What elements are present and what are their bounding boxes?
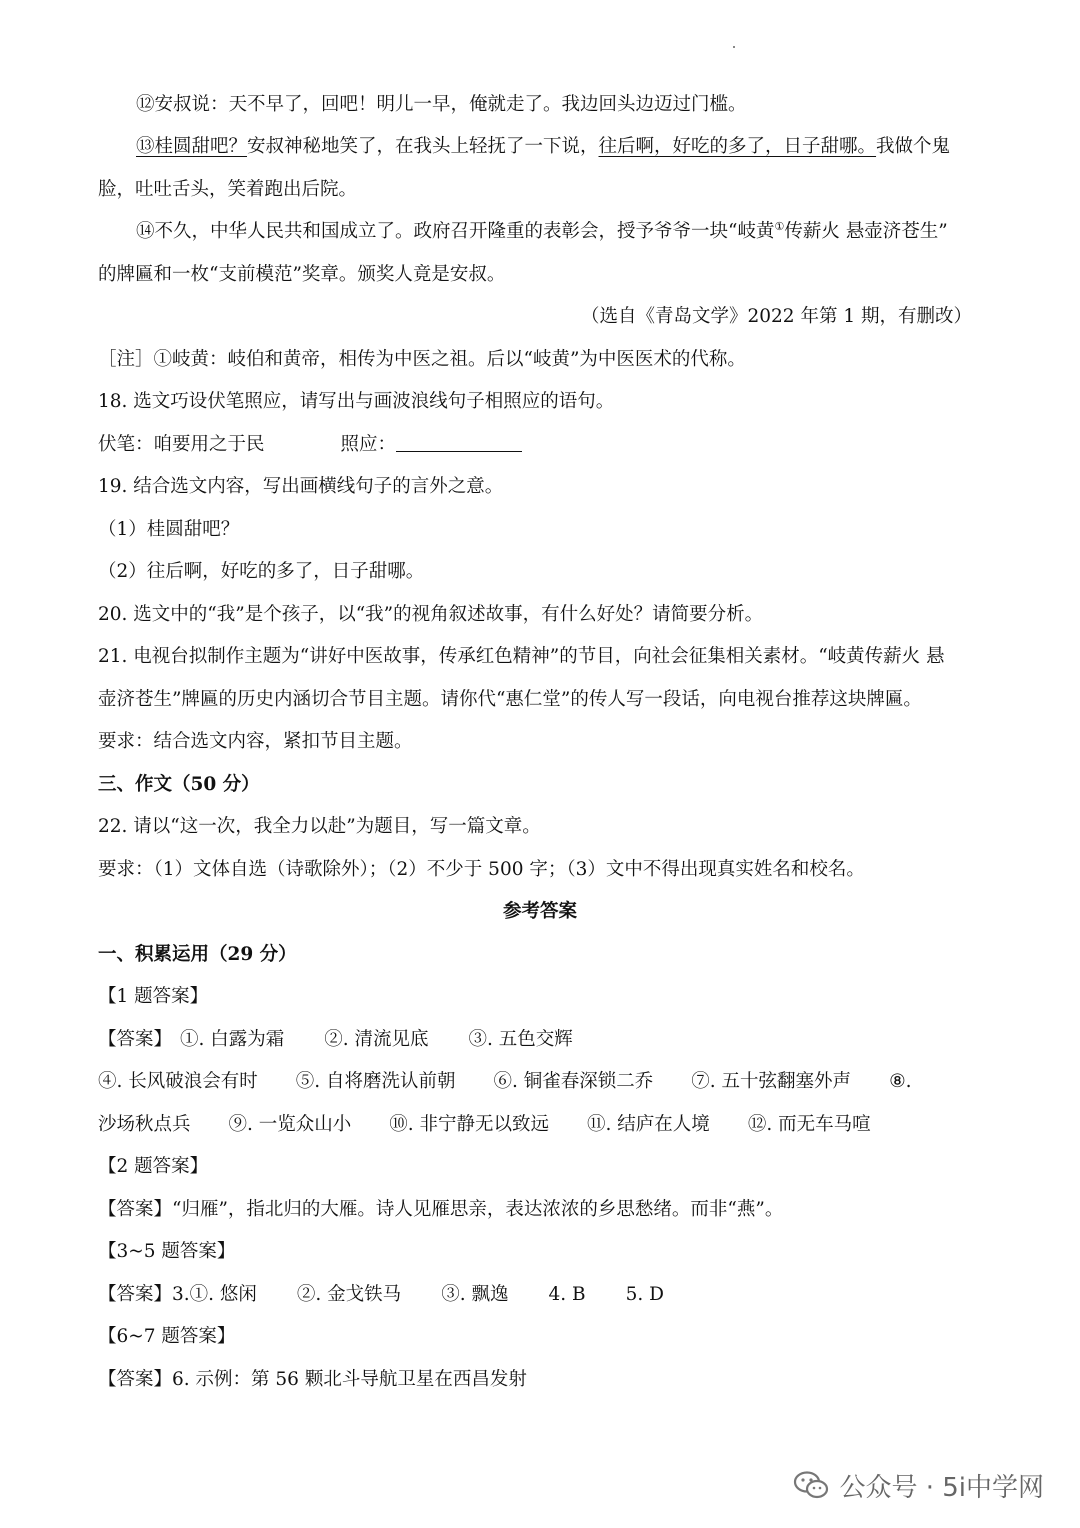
question-18-answer-line [98,432,522,458]
answer-item: ①. 白露为霜 [180,1029,285,1050]
answer-item: ⑩. 非宁静无以致远 [389,1114,550,1135]
question-19-2: （2）往后啊，好吃的多了，日子甜哪。 [98,561,425,582]
answer-label: 【答案】 [98,1029,173,1050]
echo-label: 照应： [340,434,397,455]
answer-1-heading: 【1 题答案】 [98,986,209,1007]
answer-3-5 [98,1282,664,1308]
question-22-requirement: 要求：（1）文体自选（诗歌除外）；（2）不少于 500 字；（3）文中不得出现真实姓名和校名。 [98,859,865,880]
answer-blank [396,433,522,452]
underlined-sentence-1: ⑬桂圆甜吧？ [136,136,248,157]
paragraph-14-line1 [136,219,948,245]
question-20: 20. 选文中的“我”是个孩子，以“我”的视角叙述故事，有什么好处？请简要分析。 [98,604,764,625]
watermark [793,1468,1044,1502]
answer-item: ②. 金戈铁马 [296,1284,402,1305]
watermark-text: 公众号 · 5i中学网 [839,1472,1044,1503]
answer-item: 沙场秋点兵 [98,1114,191,1135]
source-citation: （选自《青岛文学》2022 年第 1 期，有删改） [581,306,972,327]
answer-item: ⑧. [889,1071,912,1092]
answer-item: ⑤. 自将磨洗认前朝 [295,1071,456,1092]
answer-1-row3 [98,1112,871,1138]
answer-6-7-heading: 【6~7 题答案】 [98,1326,236,1347]
question-22: 22. 请以“这一次，我全力以赴”为题目，写一篇文章。 [98,816,541,837]
paragraph-13-text: 安叔神秘地笑了，在我头上轻抚了一下说， [247,136,599,157]
underlined-sentence-2: 往后啊，好吃的多了，日子甜哪。 [598,136,877,157]
paragraph-12: ⑫安叔说：天不早了，回吧！明儿一早，俺就走了。我边回头边迈过门槛。 [136,94,747,115]
answer-item: ⑥. 铜雀春深锁二乔 [493,1071,654,1092]
answer-1-row1 [98,1027,573,1053]
paragraph-13-line2: 脸，吐吐舌头，笑着跑出后院。 [98,179,358,200]
answer-item: ③. 飘逸 [441,1284,509,1305]
answer-item: ③. 五色交辉 [468,1029,573,1050]
paragraph-13-tail: 我做个鬼 [876,136,951,157]
wechat-icon [793,1470,829,1500]
paragraph-14-text-2: 传薪火 悬壶济苍生” [784,221,948,242]
question-19-1: （1）桂圆甜吧？ [98,519,240,540]
answer-item: 【答案】3.①. 悠闲 [98,1284,257,1305]
answer-1-row2 [98,1069,912,1095]
answer-3-5-heading: 【3~5 题答案】 [98,1241,236,1262]
question-21-line1: 21. 电视台拟制作主题为“讲好中医故事，传承红色精神”的节目，向社会征集相关素材。“岐黄传薪火 悬 [98,646,945,667]
answer-item: 5. D [625,1284,664,1305]
answer-6: 【答案】6. 示例：第 56 颗北斗导航卫星在西昌发射 [98,1369,527,1390]
footnote: ［注］①岐黄：岐伯和黄帝，相传为中医之祖。后以“岐黄”为中医医术的代称。 [98,349,746,370]
section-1-heading: 一、积累运用（29 分） [98,944,297,965]
answer-item: 4. B [548,1284,586,1305]
section-3-heading: 三、作文（50 分） [98,774,260,795]
answer-item: ⑨. 一览众山小 [228,1114,352,1135]
question-19: 19. 结合选文内容，写出画横线句子的言外之意。 [98,476,504,497]
scan-dot [733,46,735,48]
answer-item: ②. 清流见底 [324,1029,429,1050]
paragraph-13-line1 [136,134,950,160]
footnote-mark: ① [774,219,785,233]
answer-item: ④. 长风破浪会有时 [98,1071,258,1092]
answers-title: 参考答案 [502,901,577,922]
answer-item: ⑪. 结庐在人境 [587,1114,710,1135]
question-21-requirement: 要求：结合选文内容，紧扣节目主题。 [98,731,413,752]
paragraph-14-line2: 的牌匾和一枚“支前模范”奖章。颁奖人竟是安叔。 [98,264,506,285]
answer-2-heading: 【2 题答案】 [98,1156,209,1177]
answer-item: ⑦. 五十弦翻塞外声 [691,1071,852,1092]
question-18: 18. 选文巧设伏笔照应，请写出与画波浪线句子相照应的语句。 [98,391,615,412]
answer-item: ⑫. 而无车马喧 [747,1114,871,1135]
question-21-line2: 壶济苍生”牌匾的历史内涵切合节目主题。请你代“惠仁堂”的传人写一段话，向电视台推荐这块牌匾。 [98,689,922,710]
foreshadow-label: 伏笔：咱要用之于民 [98,434,265,455]
answer-2: 【答案】“归雁”，指北归的大雁。诗人见雁思亲，表达浓浓的乡思愁绪。而非“燕”。 [98,1199,784,1220]
paragraph-14-text: ⑭不久，中华人民共和国成立了。政府召开隆重的表彰会，授予爷爷一块“岐黄 [136,221,775,242]
